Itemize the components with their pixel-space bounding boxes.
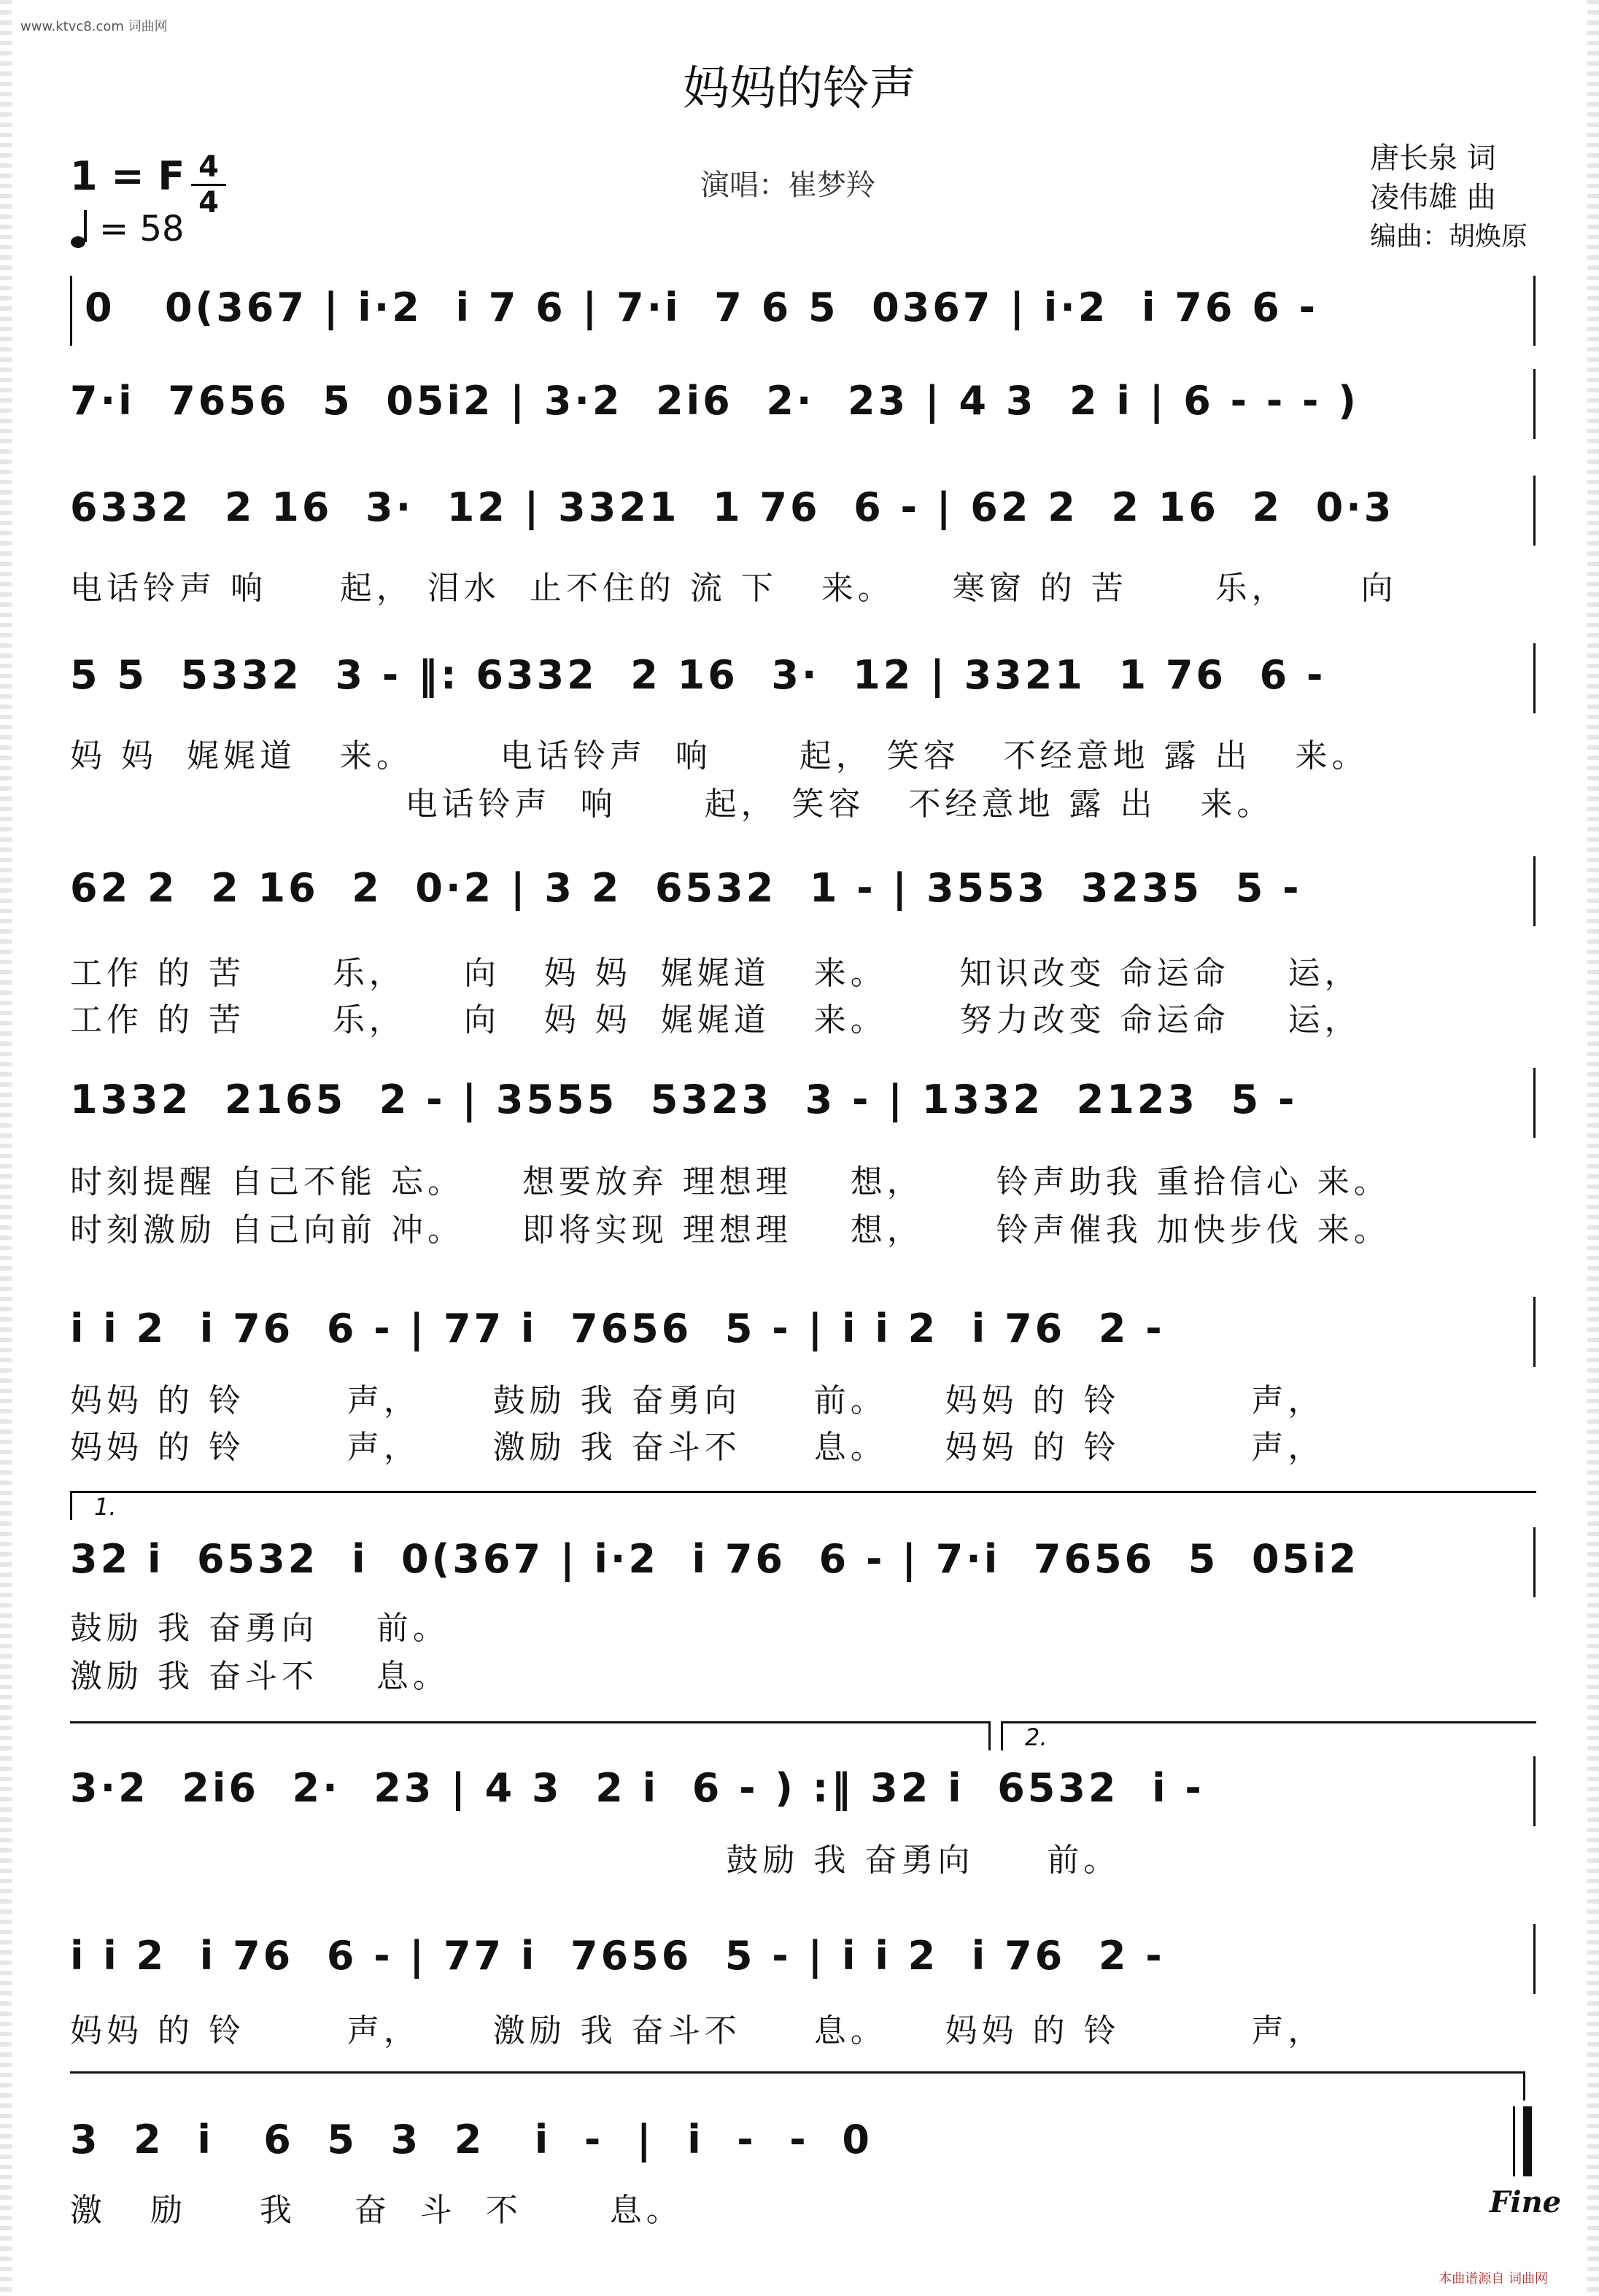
barline [1533, 1756, 1536, 1826]
lyric-line: 时刻提醒 自己不能 忘。 想要放弃 理想理 想， 铃声助我 重拾信心 来。 [70, 1163, 1390, 1201]
score-row-4 [70, 645, 1536, 712]
tempo-marking [70, 209, 185, 249]
lyric-line-verse-2: 鼓励 我 奋勇向 前。 [70, 1842, 1120, 1879]
lyric-line-verse-2: 激励 我 奋斗不 息。 [70, 1658, 449, 1695]
score-row-8 [70, 1529, 1536, 1596]
notation-line: 6332 2 16 3· 12 | 3321 1 76 6 - | 62 2 2 16 2 0·3 [70, 484, 1395, 530]
notation-line: 7·i 7656 5 05i2 | 3·2 2i6 2· 23 | 4 3 2 i | 6 - - - ) [70, 378, 1359, 424]
lyric-line-verse-2: 电话铃声 响 起， 笑容 不经意地 露 出 来。 [70, 786, 1274, 823]
score-row-5 [70, 858, 1536, 925]
notation-line: 3·2 2i6 2· 23 | 4 3 2 i 6 - ) :‖ 32 i 6532 i - [70, 1765, 1204, 1811]
notation-line: 5 5 5332 3 - ‖: 6332 2 16 3· 12 | 3321 1 76 6 - [70, 652, 1326, 698]
page-edge-left [0, 0, 12, 2296]
credits-block [1370, 139, 1528, 257]
volta-bracket-2 [1001, 1721, 1536, 1750]
time-signature [191, 152, 226, 218]
volta-bracket-1-continued [70, 1721, 991, 1750]
score-row-7 [70, 1298, 1536, 1365]
singer-credit: 演唱：崔梦羚 [700, 168, 875, 202]
fine-marking: Fine [1490, 2185, 1562, 2219]
time-signature-bottom: 4 [198, 186, 219, 220]
lyric-line-verse-2: 工作 的 苦 乐， 向 妈 妈 娓娓道 来。 努力改变 命运命 运， [70, 1001, 1361, 1039]
quarter-note-icon [70, 209, 92, 249]
arranger-credit: 编曲：胡焕原 [1370, 222, 1528, 252]
barline [1533, 1527, 1536, 1597]
barline [1533, 476, 1536, 546]
time-signature-top: 4 [198, 150, 219, 184]
notation-line: i i 2 i 76 6 - | 77 i 7656 5 - | i i 2 i 76 2 - [70, 1933, 1165, 1979]
lyric-line: 激 励 我 奋 斗 不 息。 [70, 2192, 683, 2229]
notation-line: i i 2 i 76 6 - | 77 i 7656 5 - | i i 2 i 76 2 - [70, 1306, 1165, 1351]
key-signature: 1 = F [70, 153, 185, 199]
lyric-line: 妈妈 的 铃 声， 激励 我 奋斗不 息。 妈妈 的 铃 声， [70, 2012, 1325, 2049]
final-barline [1523, 2106, 1532, 2176]
barline [1533, 276, 1536, 346]
notation-line: 62 2 2 16 2 0·2 | 3 2 6532 1 - | 3553 3235 5 - [70, 865, 1302, 911]
barline [1533, 643, 1536, 713]
volta-bracket-1 [70, 1491, 1536, 1520]
score-row-3 [70, 477, 1536, 544]
site-watermark-top: www.ktvc8.com 词曲网 [20, 19, 168, 34]
page-edge-right [1587, 0, 1599, 2296]
score-row-11 [70, 2109, 1536, 2176]
score-row-9 [70, 1758, 1536, 1825]
lyric-line-verse-2: 妈妈 的 铃 声， 激励 我 奋斗不 息。 妈妈 的 铃 声， [70, 1429, 1325, 1466]
barline [1533, 1924, 1536, 1994]
barline [1533, 1297, 1536, 1367]
barline [1533, 856, 1536, 926]
score-row-10 [70, 1925, 1536, 1993]
barline [70, 276, 72, 346]
lyric-line: 鼓励 我 奋勇向 前。 [70, 1610, 449, 1647]
notation-line: 1332 2165 2 - | 3555 5323 3 - | 1332 2123 5 - [70, 1077, 1298, 1122]
song-title: 妈妈的铃声 [683, 62, 916, 116]
notation-line: 32 i 6532 i 0(367 | i·2 i 76 6 - | 7·i 7656 5 05i2 [70, 1536, 1360, 1582]
notation-line: 0 0(367 | i·2 i 7 6 | 7·i 7 6 5 0367 | i·2 i 76 6 - [85, 284, 1319, 330]
score-row-6 [70, 1069, 1536, 1136]
lyric-line: 电话铃声 响 起， 泪水 止不住的 流 下 来。 寒窗 的 苦 乐， 向 [70, 570, 1398, 607]
volta-2-label: 2. [1025, 1723, 1048, 1751]
composer-credit: 凌伟雄 曲 [1370, 181, 1496, 214]
lyric-line: 工作 的 苦 乐， 向 妈 妈 娓娓道 来。 知识改变 命运命 运， [70, 955, 1361, 992]
ending-bracket-hook [1523, 2071, 1525, 2101]
score-row-1 [70, 277, 1536, 344]
final-barline-thin [1513, 2106, 1515, 2176]
tempo-value: = 58 [99, 209, 185, 249]
barline [1533, 369, 1536, 439]
ending-bracket-line [70, 2071, 1525, 2074]
lyric-line: 妈 妈 娓娓道 来。 电话铃声 响 起， 笑容 不经意地 露 出 来。 [70, 737, 1368, 775]
score-row-2 [70, 371, 1536, 438]
lyricist-credit: 唐长泉 词 [1370, 141, 1496, 175]
lyric-line: 妈妈 的 铃 声， 鼓励 我 奋勇向 前。 妈妈 的 铃 声， [70, 1382, 1325, 1419]
barline [1533, 1068, 1536, 1138]
volta-1-label: 1. [94, 1493, 117, 1521]
site-watermark-bottom: 本曲谱源自 词曲网 [1439, 2271, 1548, 2287]
lyric-line-verse-2: 时刻激励 自己向前 冲。 即将实现 理想理 想， 铃声催我 加快步伐 来。 [70, 1211, 1390, 1249]
notation-line: 3 2 i 6 5 3 2 i - | i - - 0 [70, 2117, 872, 2163]
